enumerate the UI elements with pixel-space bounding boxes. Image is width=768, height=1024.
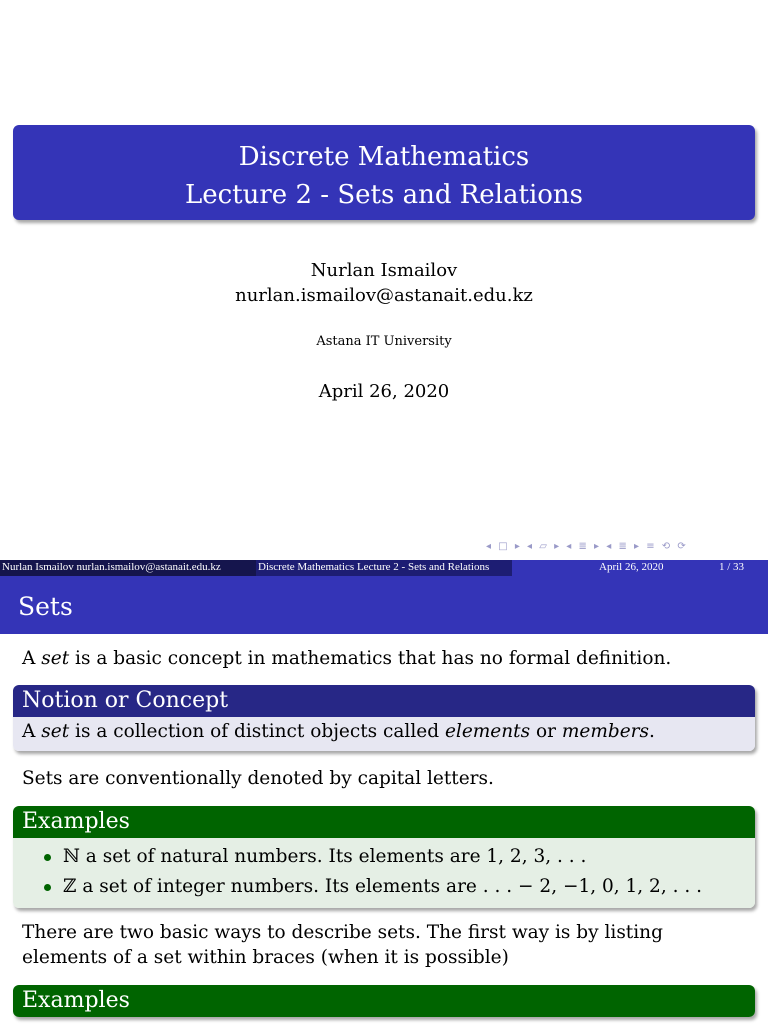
title-line-2: Lecture 2 - Sets and Relations xyxy=(184,180,584,210)
examples-block-2-title: Examples xyxy=(13,985,755,1017)
concept-block-title: Notion or Concept xyxy=(13,685,755,717)
concept-text-b: is a collection of distinct objects called xyxy=(69,721,445,742)
examples-list xyxy=(22,838,755,908)
concept-text-d: . xyxy=(649,721,655,742)
presentation-date: April 26, 2020 xyxy=(318,381,450,402)
author-block xyxy=(0,258,768,308)
beamer-navigation-icons[interactable]: ◂ □ ▸ ◂ ▱ ▸ ◂ ≣ ▸ ◂ ≣ ▸ ≡ ⟲ ⟳ xyxy=(486,541,686,552)
concept-emphasis-elements: elements xyxy=(444,721,531,742)
list-item xyxy=(22,872,755,902)
concept-text-a: A xyxy=(22,721,42,742)
concept-block-body xyxy=(13,717,755,751)
footer-title xyxy=(256,560,512,576)
examples-block xyxy=(13,806,755,908)
footer-author xyxy=(0,560,256,576)
footer-author-text: Nurlan Ismailov nurlan.ismailov@astanait.edu.kz xyxy=(2,561,221,573)
author-email: nurlan.ismailov@astanait.edu.kz xyxy=(235,285,533,306)
two-ways-paragraph: There are two basic ways to describe sets. The first way is by listing elements of a set within braces (when it is possible) xyxy=(22,922,663,968)
examples-block-2 xyxy=(13,985,755,1017)
title-block xyxy=(13,125,755,220)
concept-emphasis-set: set xyxy=(41,721,70,742)
denoted-paragraph: Sets are conventionally denoted by capital letters. xyxy=(22,768,494,789)
list-item xyxy=(22,842,755,872)
example-integer-numbers: ℤ a set of integer numbers. Its elements are . . . − 2, −1, 0, 1, 2, . . . xyxy=(63,876,702,897)
intro-emphasis: set xyxy=(41,648,70,669)
footer-title-text: Discrete Mathematics Lecture 2 - Sets and Relations xyxy=(258,561,490,573)
footer-page-number: 1 / 33 xyxy=(719,561,745,573)
concept-emphasis-members: members xyxy=(561,721,650,742)
title-line-1: Discrete Mathematics xyxy=(238,142,530,172)
example-natural-numbers: ℕ a set of natural numbers. Its elements are 1, 2, 3, . . . xyxy=(63,846,587,867)
frame-title: Sets xyxy=(0,576,768,634)
footer-date-page xyxy=(512,560,768,576)
institution: Astana IT University xyxy=(316,334,452,349)
author-name: Nurlan Ismailov xyxy=(310,260,458,281)
examples-block-body xyxy=(13,838,755,908)
intro-paragraph xyxy=(22,646,752,671)
concept-text-c: or xyxy=(530,721,562,742)
intro-text-a: A xyxy=(22,648,42,669)
slide-footer xyxy=(0,560,768,576)
footer-date: April 26, 2020 xyxy=(599,561,664,573)
examples-block-title: Examples xyxy=(13,806,755,838)
intro-text-b: is a basic concept in mathematics that has no formal definition. xyxy=(69,648,672,669)
concept-block xyxy=(13,685,755,751)
